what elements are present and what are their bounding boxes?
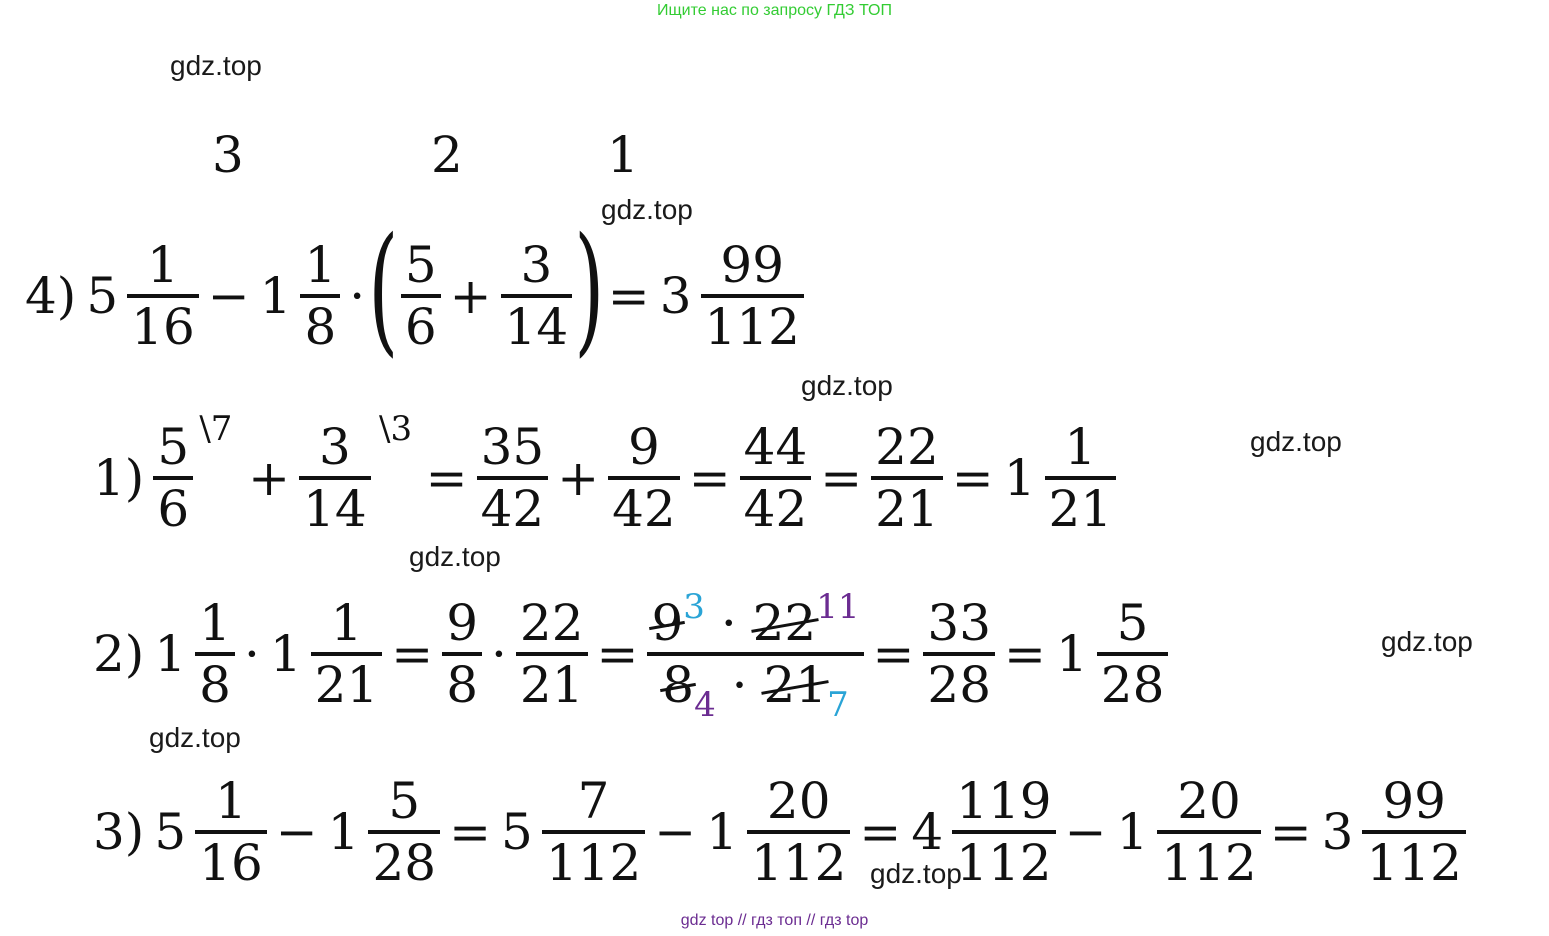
numerator: 22 (875, 418, 939, 476)
watermark: gdz.top (149, 722, 241, 753)
denominator: 112 (701, 294, 804, 352)
reduced-number: 3 (683, 587, 705, 627)
denominator: 16 (195, 830, 267, 888)
fraction (501, 236, 573, 356)
minus-sign: − (207, 267, 250, 325)
plus-sign: + (449, 267, 492, 325)
numerator: 44 (743, 418, 808, 476)
denominator: 28 (923, 652, 995, 710)
problem-label: 4) (25, 267, 77, 325)
denominator: 16 (127, 294, 199, 352)
plus-sign: + (557, 449, 600, 507)
watermark: gdz.top (1381, 626, 1473, 657)
fraction (127, 236, 199, 356)
numerator: 1 (147, 236, 179, 294)
equals-sign: = (820, 449, 863, 507)
fraction (401, 236, 441, 356)
watermark: gdz.top (870, 858, 962, 889)
dot-sign: · (349, 267, 366, 325)
denominator: 21 (311, 652, 383, 710)
watermark: gdz.top (601, 194, 693, 225)
denominator: 14 (501, 294, 573, 352)
fraction (1045, 418, 1117, 538)
fraction (542, 772, 645, 892)
reduced-number: 11 (816, 587, 860, 627)
denominator: 14 (299, 476, 371, 534)
dot-sign: · (720, 594, 737, 652)
numerator: 5 (404, 236, 437, 294)
step-1 (88, 408, 1120, 548)
cancellation-fraction (647, 587, 863, 725)
numerator: 7 (577, 772, 610, 830)
denominator: 6 (401, 294, 441, 352)
numerator: 5 (1116, 594, 1149, 652)
step-mark: 1 (607, 126, 639, 184)
fraction (368, 772, 440, 892)
equals-sign: = (449, 803, 492, 861)
fraction (1097, 594, 1169, 714)
equals-sign: = (425, 449, 468, 507)
mixed-whole: 1 (1116, 803, 1149, 861)
watermark: gdz.top (801, 370, 893, 401)
mixed-whole: 3 (659, 267, 692, 325)
mixed-whole: 5 (154, 803, 187, 861)
mixed-whole: 1 (327, 803, 360, 861)
denominator: 42 (608, 476, 680, 534)
step-label: 3) (93, 803, 145, 861)
search-banner: Ищите нас по запросу ГДЗ ТОП (657, 2, 892, 19)
mixed-whole: 1 (154, 625, 187, 683)
denominator: 21 (871, 476, 943, 534)
numerator: 119 (956, 772, 1052, 830)
numerator: 9 (628, 418, 660, 476)
numerator: 3 (318, 418, 351, 476)
step-label: 2) (93, 625, 145, 683)
watermark: gdz.top (409, 541, 501, 572)
fraction (311, 594, 383, 714)
mixed-whole: 4 (911, 803, 944, 861)
denominator: 21 (516, 652, 588, 710)
equals-sign: = (1269, 803, 1312, 861)
fraction (740, 418, 812, 538)
equals-sign: = (607, 267, 650, 325)
numerator: 1 (330, 594, 363, 652)
numerator: 3 (520, 236, 553, 294)
numerator: 9 (446, 594, 479, 652)
dot-sign: · (731, 656, 748, 714)
denominator: 42 (740, 476, 812, 534)
step-label: 1) (93, 449, 145, 507)
step-mark: 2 (431, 126, 463, 184)
equals-sign: = (872, 625, 915, 683)
denominator (647, 652, 863, 725)
plus-sign: + (248, 449, 291, 507)
mixed-whole: 1 (1055, 625, 1088, 683)
fraction (952, 772, 1055, 892)
denominator: 8 (442, 652, 482, 710)
denominator: 21 (1045, 476, 1117, 534)
numerator: 1 (1064, 418, 1097, 476)
minus-sign: − (1064, 803, 1107, 861)
cancelled-number: 22 (752, 594, 817, 652)
fraction (1157, 772, 1260, 892)
right-paren: ) (574, 208, 605, 371)
fraction (608, 418, 680, 538)
numerator: 1 (215, 772, 247, 830)
denominator: 28 (1097, 652, 1169, 710)
equals-sign: = (859, 803, 902, 861)
numerator: 35 (480, 418, 545, 476)
numerator: 99 (1382, 772, 1446, 830)
numerator: 5 (388, 772, 421, 830)
denominator: 112 (1157, 830, 1260, 888)
step-mark: 3 (212, 126, 244, 184)
fraction (195, 594, 235, 714)
denominator: 28 (368, 830, 440, 888)
extra-multiplier: \7 (199, 409, 233, 449)
fraction (701, 236, 804, 356)
equals-sign: = (1004, 625, 1046, 683)
numerator: 99 (720, 236, 785, 294)
numerator: 20 (1177, 772, 1241, 830)
equals-sign: = (688, 449, 731, 507)
fraction (153, 409, 233, 538)
cancelled-number: 8 (662, 656, 695, 714)
fraction (477, 418, 549, 538)
step-3 (88, 762, 1470, 902)
fraction (747, 772, 850, 892)
equals-sign: = (391, 625, 434, 683)
equals-sign: = (951, 449, 994, 507)
fraction (442, 594, 482, 714)
reduced-number: 7 (827, 685, 849, 725)
minus-sign: − (654, 803, 697, 861)
fraction (195, 772, 267, 892)
denominator: 8 (195, 652, 235, 710)
fraction (300, 236, 340, 356)
fraction (923, 594, 995, 714)
extra-multiplier: \3 (379, 409, 413, 449)
numerator: 5 (157, 418, 190, 476)
reduced-number: 4 (694, 685, 716, 725)
equals-sign: = (596, 625, 639, 683)
dot-sign: · (243, 625, 260, 683)
denominator: 112 (1362, 830, 1465, 888)
denominator: 112 (747, 830, 850, 888)
fraction (1362, 772, 1465, 892)
numerator: 33 (927, 594, 992, 652)
denominator: 42 (477, 476, 549, 534)
mixed-whole: 1 (706, 803, 738, 861)
mixed-whole: 3 (1321, 803, 1354, 861)
cancelled-number: 9 (651, 594, 684, 652)
left-paren: ( (368, 208, 399, 371)
fraction (516, 594, 588, 714)
footer-links: gdz top // гдз топ // гдз top (680, 912, 869, 929)
step-2 (88, 584, 1172, 724)
mixed-whole: 5 (86, 267, 119, 325)
minus-sign: − (275, 803, 318, 861)
numerator (647, 587, 863, 652)
cancelled-number: 21 (763, 656, 828, 714)
numerator: 20 (766, 772, 831, 830)
mixed-whole: 1 (269, 625, 302, 683)
numerator: 22 (519, 594, 584, 652)
fraction (299, 409, 413, 538)
watermark: gdz.top (1250, 426, 1342, 457)
denominator: 8 (300, 294, 340, 352)
denominator: 112 (542, 830, 645, 888)
watermark: gdz.top (170, 50, 262, 81)
denominator: 112 (952, 830, 1055, 888)
fraction (871, 418, 943, 538)
numerator: 1 (304, 236, 337, 294)
dot-sign: · (491, 625, 507, 683)
numerator: 1 (199, 594, 231, 652)
mixed-whole: 5 (501, 803, 533, 861)
denominator: 6 (153, 476, 193, 534)
mixed-whole: 1 (1003, 449, 1036, 507)
mixed-whole: 1 (259, 267, 292, 325)
